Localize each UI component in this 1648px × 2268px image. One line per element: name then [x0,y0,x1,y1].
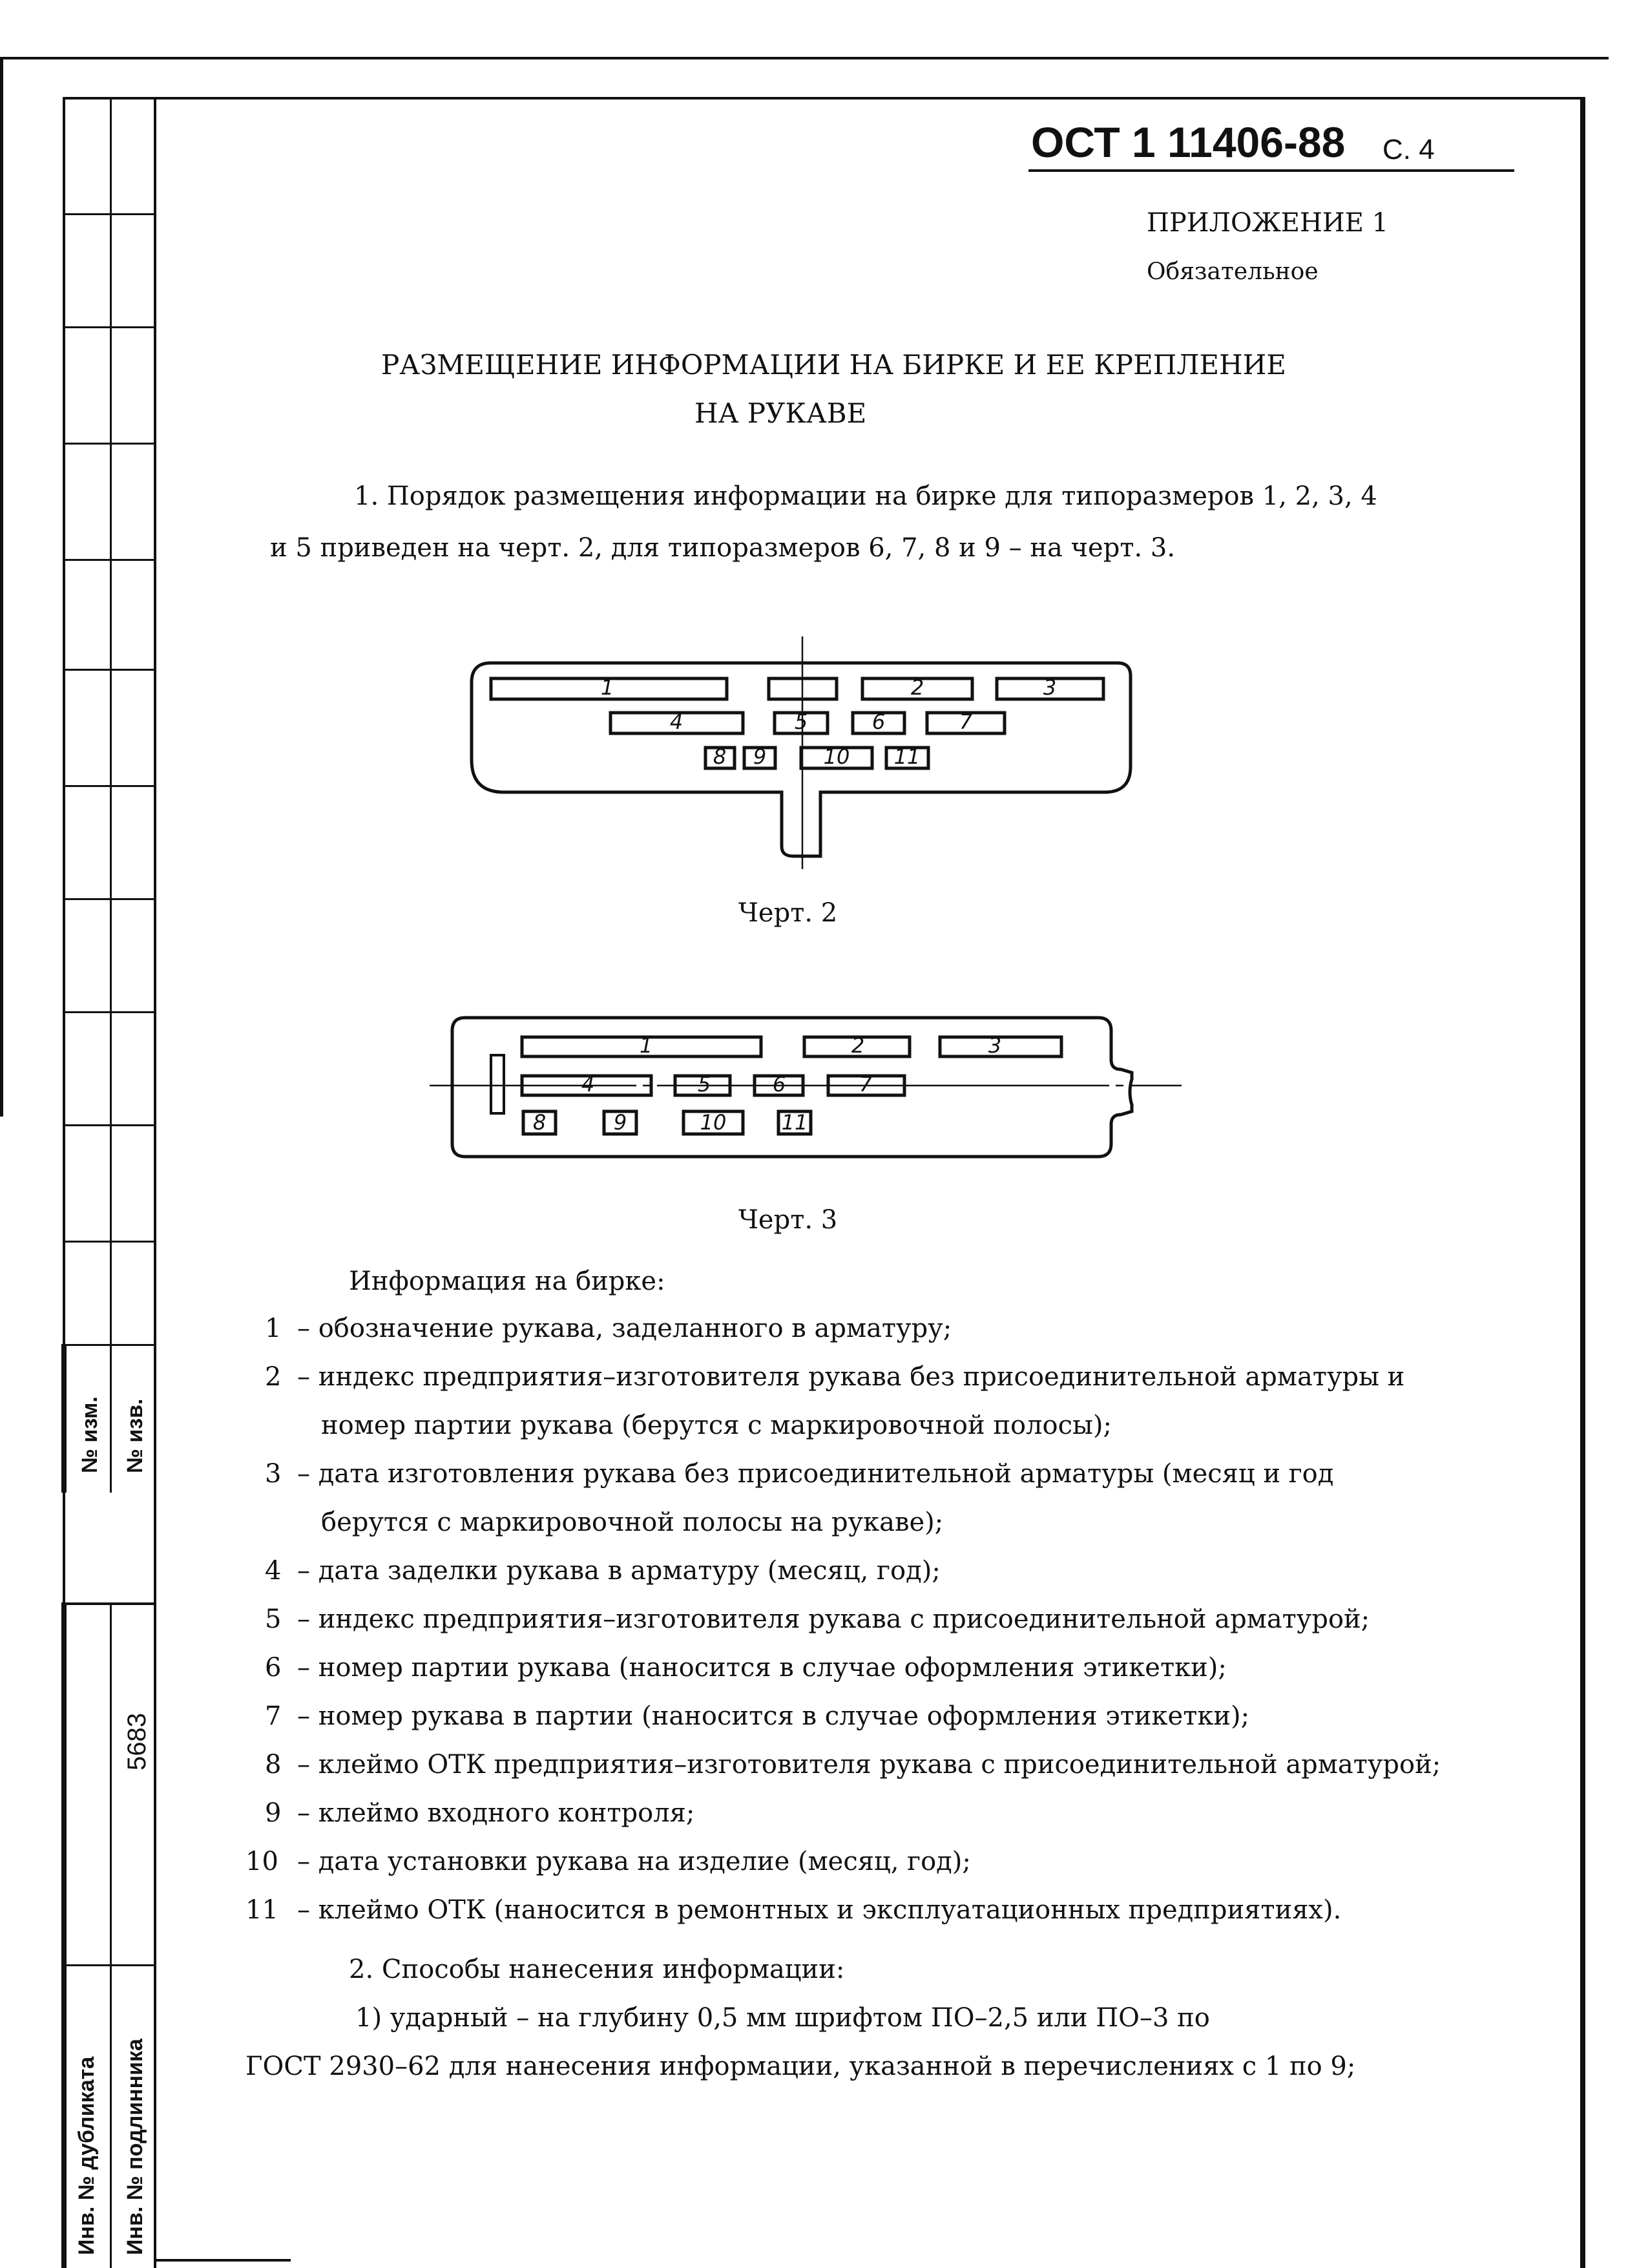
stamp-row-divider [63,1124,155,1126]
list-item-text: – дата установки рукава на изделие (месяц, год); [297,1847,971,1876]
paragraph-2-line2: ГОСТ 2930–62 для нанесения информации, указанной в перечислениях с 1 по 9; [245,2052,1356,2081]
field-label-5: 5 [697,1072,711,1097]
notice-number-label: № изв. [123,1398,147,1473]
field-label-9: 9 [613,1110,627,1135]
field-label-6: 6 [871,709,886,734]
tag-drawing-2 [452,633,1150,872]
appendix-label: ПРИЛОЖЕНИЕ 1 [1147,208,1389,238]
field-label-3: 3 [1043,675,1057,700]
stamp-row-divider [63,1241,155,1243]
list-item-number: 2 [265,1362,282,1392]
paragraph-1-line1: 1. Порядок размещения информации на бирке для типоразмеров 1, 2, 3, 4 [354,481,1377,511]
list-item-text: – индекс предприятия–изготовителя рукава с присоединительной арматурой; [297,1604,1370,1634]
field-label-3: 3 [988,1033,1002,1058]
field-label-2: 2 [851,1033,865,1058]
field-label-2: 2 [910,675,924,700]
frame-inner-top [63,97,1585,100]
tag-drawing-3 [426,1005,1202,1173]
frame-stamp-column-divider [110,97,112,1493]
header-underline [1028,169,1514,172]
field-label-11: 11 [781,1110,808,1135]
hole-slot [491,1055,504,1113]
list-item-number: 4 [265,1556,282,1586]
stamp-row-divider [63,898,155,900]
drawing-3-caption: Черт. 3 [738,1205,838,1235]
field-label-4: 4 [581,1072,595,1097]
drawing-2-caption: Черт. 2 [738,898,838,928]
stamp-row-divider [63,443,155,445]
field-label-8: 8 [532,1110,547,1135]
field-label-6: 6 [772,1072,786,1097]
list-item-text: – номер рукава в партии (наносится в случае оформления этикетки); [297,1701,1250,1731]
section-title-line1: РАЗМЕЩЕНИЕ ИНФОРМАЦИИ НА БИРКЕ И ЕЕ КРЕПЛЕНИЕ [381,349,1286,381]
field-label-11: 11 [893,744,921,769]
inv-original-number: 5683 [123,1713,151,1770]
frame-right-border [1580,97,1585,2268]
section-title-line2: НА РУКАВЕ [694,397,867,429]
paragraph-2-heading: 2. Способы нанесения информации: [349,1955,845,1984]
field-label-7: 7 [859,1072,873,1097]
stamp-row-divider [63,213,155,215]
stamp-row-divider [63,669,155,671]
field-label-10: 10 [700,1110,727,1135]
frame-lower-left [61,1602,67,2268]
list-item-number: 7 [265,1701,282,1731]
frame-mid-left-heavy [61,1344,67,1493]
list-item-number: 6 [265,1653,282,1683]
appendix-status: Обязательное [1147,258,1319,285]
list-item-text: – клеймо ОТК (наносится в ремонтных и эксплуатационных предприятиях). [297,1895,1342,1925]
field-label-5: 5 [794,709,808,734]
list-item-number: 8 [265,1750,282,1780]
list-item-number: 10 [245,1847,278,1876]
list-item-text: – обозначение рукава, заделанного в арматуру; [297,1314,952,1343]
frame-outer-left [0,57,3,1117]
frame-lower-divider [110,1602,112,2268]
frame-outer-top [0,57,1609,59]
stamp-row-divider [63,559,155,561]
list-item-text: – дата изготовления рукава без присоединительной арматуры (месяц и год [297,1459,1334,1489]
stamp-row-divider [63,326,155,328]
field-label-4: 4 [669,709,683,734]
list-item-text: – индекс предприятия–изготовителя рукава без присоединительной арматуры и [297,1362,1405,1392]
field-label-1: 1 [600,675,614,700]
list-item-text: – клеймо ОТК предприятия–изготовителя рукава с присоединительной арматурой; [297,1750,1441,1780]
paragraph-1-line2: и 5 приведен на черт. 2, для типоразмеров 6, 7, 8 и 9 – на черт. 3. [270,533,1176,563]
inv-original-label: Инв. № подлинника [123,2039,147,2255]
list-item-number: 1 [265,1314,282,1343]
list-item-number: 5 [265,1604,282,1634]
field-label-8: 8 [713,744,727,769]
field-label-9: 9 [753,744,767,769]
page-number: С. 4 [1382,134,1435,165]
stamp-row-divider [63,1964,155,1966]
paragraph-2-line1: 1) ударный – на глубину 0,5 мм шрифтом ПО–2,5 или ПО–3 по [355,2003,1210,2033]
field-label-7: 7 [959,709,973,734]
frame-lower-top [61,1602,156,1605]
list-item-number: 3 [265,1459,282,1489]
stamp-row-divider [63,1011,155,1013]
inv-duplicate-label: Инв. № дубликата [74,2056,99,2255]
list-item-text: – дата заделки рукава в арматуру (месяц, год); [297,1556,941,1586]
change-number-label: № изм. [78,1396,102,1473]
document-code: ОСТ 1 11406-88 [1031,118,1346,166]
info-heading: Информация на бирке: [349,1266,665,1296]
list-item-text: – клеймо входного контроля; [297,1798,695,1828]
list-item-text-cont: берутся с маркировочной полосы на рукаве); [321,1507,944,1537]
field-label-10: 10 [823,744,850,769]
stamp-row-divider [63,1344,155,1346]
frame-bottom-rule [155,2259,291,2262]
list-item-text-cont: номер партии рукава (берутся с маркировочной полосы); [321,1411,1112,1440]
list-item-number: 9 [265,1798,282,1828]
list-item-text: – номер партии рукава (наносится в случае оформления этикетки); [297,1653,1227,1683]
stamp-row-divider [63,785,155,787]
field-label-1: 1 [639,1033,653,1058]
list-item-number: 11 [245,1895,278,1925]
frame-stamp-right-edge [154,97,156,2268]
